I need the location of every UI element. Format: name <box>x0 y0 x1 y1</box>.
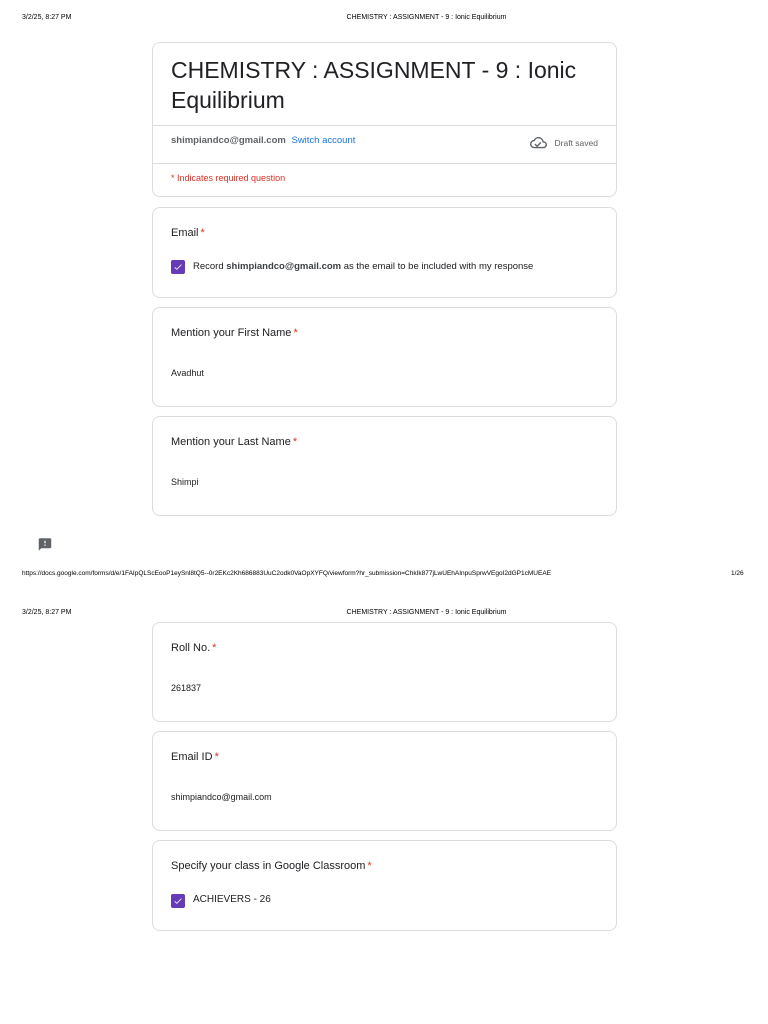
required-star: * <box>200 227 205 239</box>
class-option-checkbox[interactable] <box>171 894 185 908</box>
print-datetime: 3/2/25, 8:27 PM <box>22 609 72 616</box>
question-label-text: Email ID <box>171 751 213 763</box>
email-id-answer[interactable]: shimpiandco@gmail.com <box>171 792 272 802</box>
divider <box>153 125 616 126</box>
feedback-icon[interactable] <box>37 537 53 552</box>
question-first-name <box>152 307 617 407</box>
record-email-label <box>193 261 533 272</box>
cloud-done-icon <box>530 137 547 149</box>
question-label <box>171 642 216 654</box>
question-roll-no <box>152 622 617 722</box>
question-label-text: Email <box>171 227 199 239</box>
draft-status-text: Draft saved <box>554 138 598 148</box>
record-email-prefix: Record <box>193 261 224 272</box>
first-name-answer[interactable]: Avadhut <box>171 368 204 378</box>
required-star: * <box>367 860 372 872</box>
form-title: CHEMISTRY : ASSIGNMENT - 9 : Ionic Equilibrium <box>171 57 577 113</box>
record-email-address: shimpiandco@gmail.com <box>226 261 342 272</box>
question-email <box>152 207 617 298</box>
question-last-name <box>152 416 617 516</box>
account-row <box>171 135 355 146</box>
print-footer-page-1 <box>0 570 768 582</box>
divider <box>153 163 616 164</box>
print-header-page-2 <box>0 609 768 623</box>
required-star: * <box>293 327 298 339</box>
class-option-label: ACHIEVERS - 26 <box>193 894 271 905</box>
draft-status <box>530 137 598 149</box>
question-label <box>171 860 372 872</box>
question-label <box>171 327 298 339</box>
question-label-text: Mention your Last Name <box>171 436 291 448</box>
required-star: * <box>292 436 298 448</box>
required-star: * <box>214 751 219 763</box>
account-email: shimpiandco@gmail.com <box>171 135 286 146</box>
form-title-card <box>152 42 617 197</box>
question-label-text: Mention your First Name <box>171 327 292 339</box>
question-label <box>171 751 219 763</box>
roll-no-answer[interactable]: 261837 <box>171 683 202 693</box>
print-datetime: 3/2/25, 8:27 PM <box>22 14 72 21</box>
question-label-text: Roll No. <box>171 642 211 654</box>
question-label <box>171 436 297 448</box>
print-page-title: CHEMISTRY : ASSIGNMENT - 9 : Ionic Equilibrium <box>346 14 507 21</box>
record-email-suffix: as the email to be included with my response <box>343 261 534 272</box>
last-name-answer[interactable]: Shimpi <box>171 477 199 487</box>
print-url: https://docs.google.com/forms/d/e/1FAIpQLScEooP1eySnl8tQ5--0r2EKc2Kh686883UuC2odk0VaOpXYFQ/viewform?hr_submission=ChkIk877jLwUEhAInpuSprwVEgoI2dGP1cMUEAE <box>22 570 551 577</box>
checkmark-icon <box>173 896 183 906</box>
question-class <box>152 840 617 931</box>
print-page-title: CHEMISTRY : ASSIGNMENT - 9 : Ionic Equilibrium <box>346 609 507 616</box>
question-label <box>171 227 205 239</box>
switch-account-link[interactable]: Switch account <box>291 135 356 146</box>
required-star: * <box>212 642 217 654</box>
print-header-page-1 <box>0 14 768 28</box>
print-page-number: 1/26 <box>731 570 744 577</box>
checkmark-icon <box>173 262 183 272</box>
required-question-note: * Indicates required question <box>171 173 286 183</box>
question-label-text: Specify your class in Google Classroom <box>171 860 366 872</box>
question-email-id <box>152 731 617 831</box>
record-email-checkbox[interactable] <box>171 260 185 274</box>
